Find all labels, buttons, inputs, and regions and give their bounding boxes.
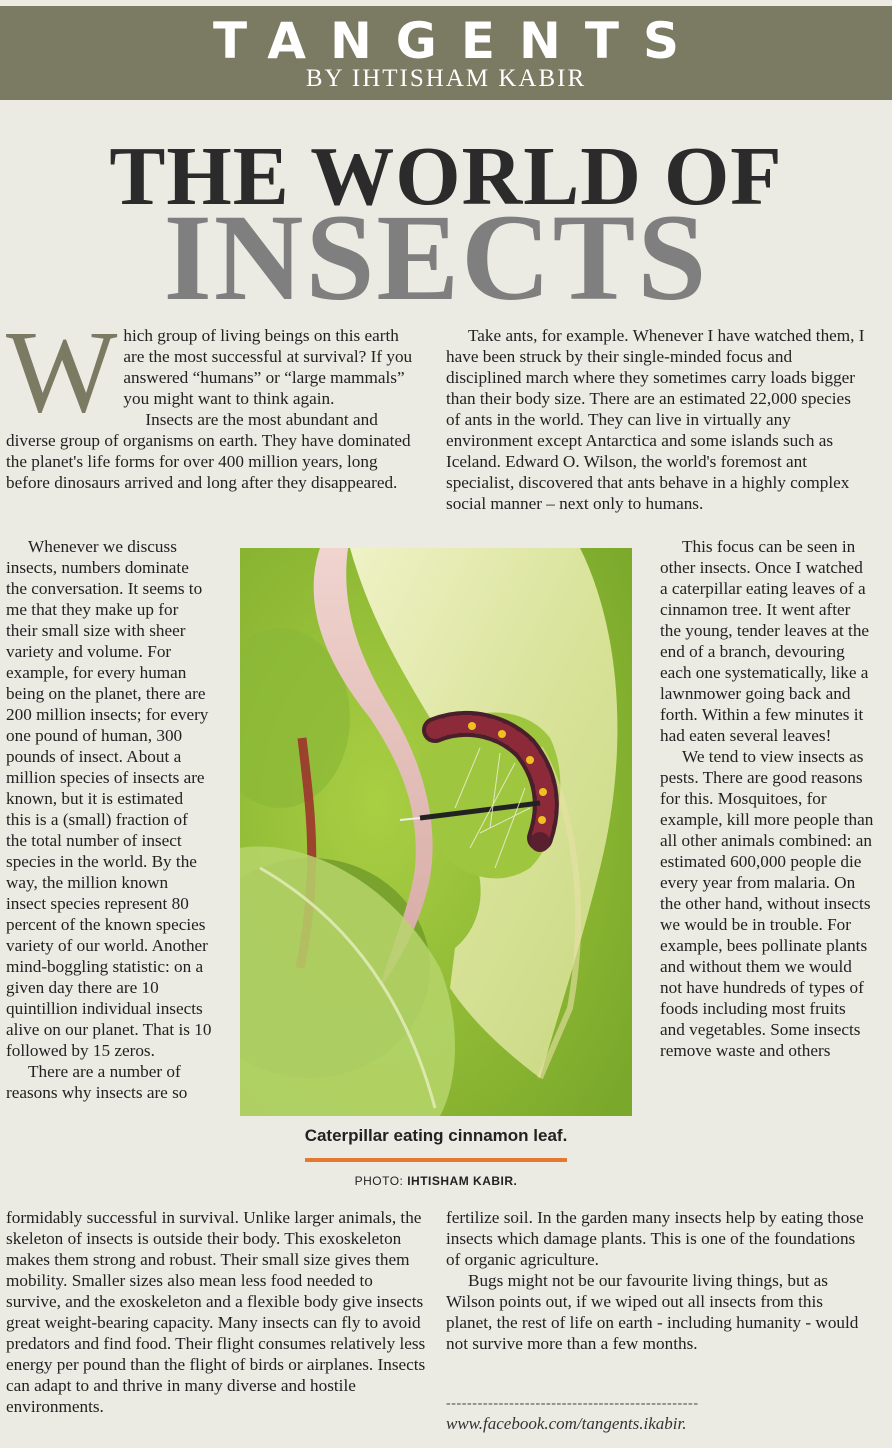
caption-rule bbox=[305, 1158, 567, 1162]
article-left-bottom bbox=[6, 1207, 426, 1417]
headline-line2: INSECTS bbox=[163, 189, 709, 326]
paragraph-7-start: We tend to view insects as pests. There are good reasons for this. Mosquitoes, for example, kill more people than all other animals combined: an estimated 600,000 people die every year from malaria. On the other hand, without insects we would be in trouble. For example, bees pollinate plants and without them we would not have hundreds of types of foods including most fruits and vegetables. Some insects remove waste and others bbox=[660, 747, 874, 1060]
paragraph-4-rest: formidably successful in survival. Unlike larger animals, the skeleton of insects is outside their body. This exoskeleton makes them strong and robust. Their small size gives them mobility. Smaller sizes also mean less food needed to survive, and the exoskeleton and a flexible body give insects great weight-bearing capacity. Many insects can fly to avoid predators and find food. Their flight consumes relatively less energy per pound than the flight of birds or airplanes. Insects can adapt to and thrive in many diverse and hostile environments. bbox=[6, 1208, 426, 1416]
photo-credit-name: IHTISHAM KABIR. bbox=[407, 1174, 518, 1188]
article-right-narrow bbox=[660, 536, 874, 1061]
paragraph-2: Insects are the most abundant and diverse group of organisms on earth. They have dominated the planet's life forms for over 400 million years, long before dinosaurs arrived and long after they disappeared. bbox=[6, 410, 411, 492]
paragraph-7-rest: fertilize soil. In the garden many insects help by eating those insects which damage plants. This is one of the foundations of organic agriculture. bbox=[446, 1208, 864, 1269]
article-right-bottom bbox=[446, 1207, 870, 1354]
masthead bbox=[0, 6, 892, 100]
masthead-title: TANGENTS bbox=[213, 12, 703, 70]
paragraph-3: Whenever we discuss insects, numbers dominate the conversation. It seems to me that they make up for their small size with sheer variety and volume. For example, for every human being on the planet, there are 200 million insects; for every one pound of human, 300 pounds of insect. About a million species of insects are known, but it is estimated this is a (small) fraction of the total number of insect species in the world. By the way, the million known insect species represent 80 percent of the known species variety of our world. Another mind-boggling statistic: on a given day there are 10 quintillion individual insects alive on our planet. That is 10 followed by 15 zeros. bbox=[6, 537, 212, 1060]
paragraph-1-text: hich group of living beings on this earth are the most successful at survival? If you answered “humans” or “large mammals” you might want to think again. bbox=[123, 326, 413, 408]
paragraph-5: Take ants, for example. Whenever I have watched them, I have been struck by their single-minded focus and disciplined march where they sometimes carry loads bigger than their body size. There are an estimated 22,000 species of ants in the world. They can live in virtually any environment except Antarctica and some islands such as Iceland. Edward O. Wilson, the world's foremost ant specialist, discovered that ants behave in a highly complex social manner – next only to humans. bbox=[446, 326, 865, 513]
paragraph-6: This focus can be seen in other insects. Once I watched a caterpillar eating leaves of a cinnamon tree. It went after the young, tender leaves at the end of a branch, devouring each one systematically, like a lawnmower going back and forth. Within a few minutes it had eaten several leaves! bbox=[660, 537, 870, 745]
dropcap: W bbox=[6, 306, 118, 437]
photo-credit-label: PHOTO: bbox=[354, 1174, 408, 1188]
article-left-narrow bbox=[6, 536, 212, 1103]
masthead-byline: BY IHTISHAM KABIR bbox=[305, 65, 587, 92]
caterpillar-photo bbox=[240, 548, 632, 1116]
paragraph-4-start: There are a number of reasons why insects are so bbox=[6, 1062, 188, 1102]
caterpillar-leaf-illustration bbox=[240, 548, 632, 1116]
article-right-top bbox=[446, 325, 866, 514]
paragraph-1 bbox=[6, 306, 414, 437]
paragraph-8: Bugs might not be our favourite living things, but as Wilson points out, if we wiped out all insects from this planet, the rest of life on earth - including humanity - would not survive more than a few months. bbox=[446, 1271, 859, 1353]
footer-divider: ------------------------------------------------ bbox=[446, 1396, 699, 1411]
photo-caption: Caterpillar eating cinnamon leaf. bbox=[304, 1126, 568, 1145]
headline-line1: THE WORLD OF bbox=[109, 130, 783, 223]
footer-url[interactable]: www.facebook.com/tangents.ikabir. bbox=[446, 1414, 687, 1433]
photo-credit bbox=[240, 1174, 632, 1188]
article-intro bbox=[6, 306, 414, 493]
